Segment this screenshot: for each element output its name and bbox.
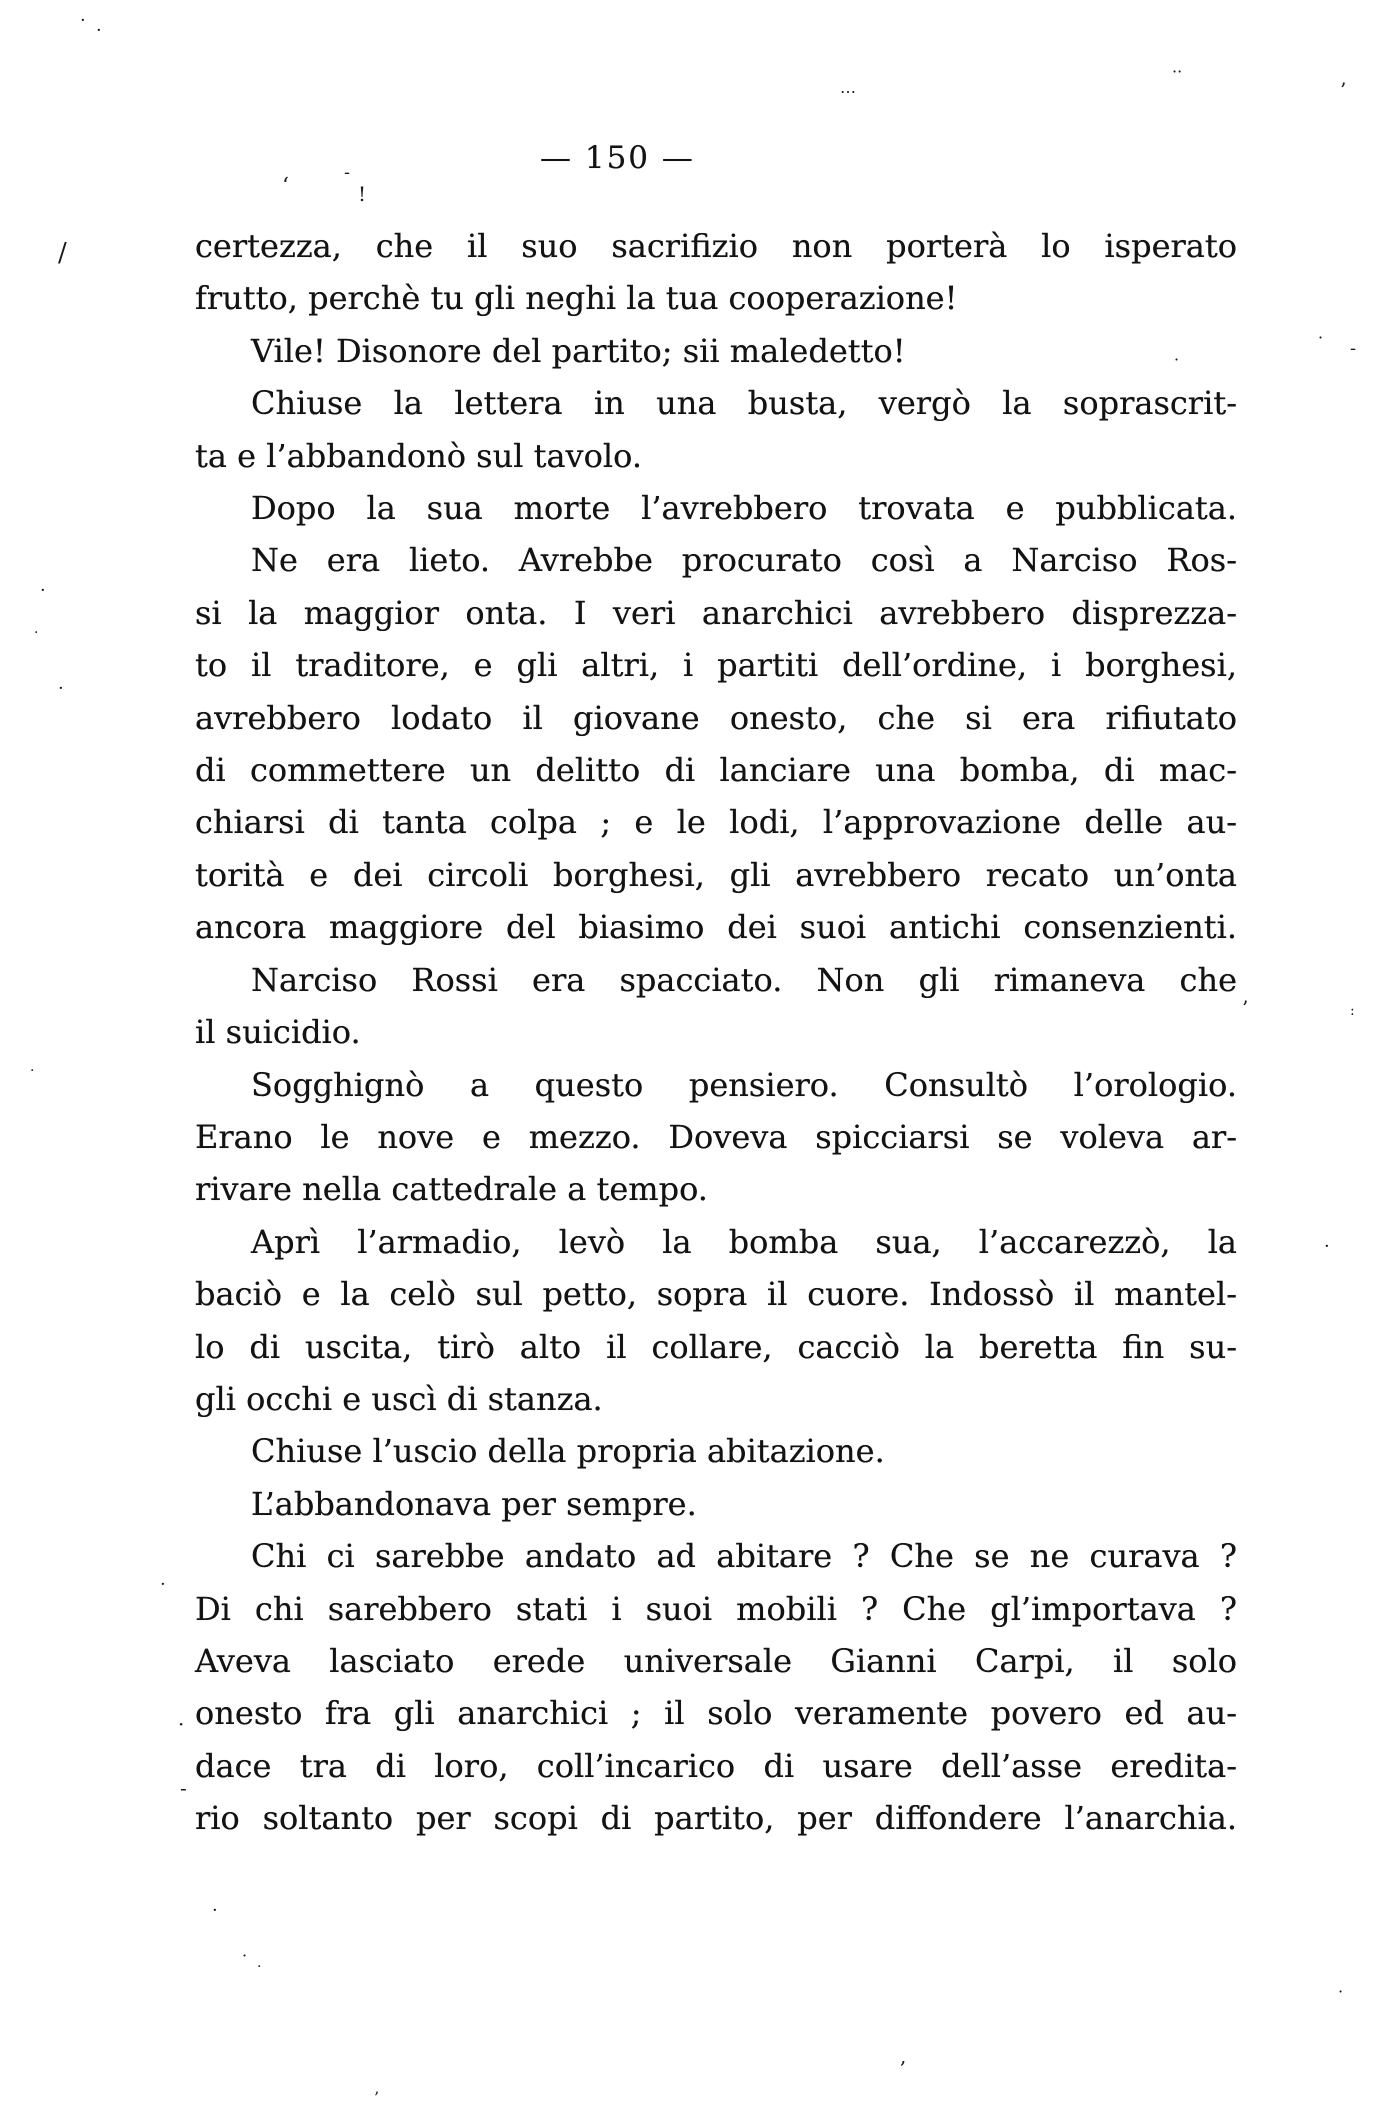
text-line: to il traditore, e gli altri, i partiti dell’ordine, i borghesi, — [195, 646, 1237, 685]
scan-speck: · — [30, 1063, 35, 1079]
text-line: baciò e la celò sul petto, sopra il cuore. Indossò il mantel- — [195, 1275, 1237, 1314]
text-line: Erano le nove e mezzo. Doveva spicciarsi se voleva ar- — [195, 1117, 1237, 1156]
scan-speck: · — [40, 580, 46, 601]
scan-speck: · — [34, 625, 39, 641]
text-line: Aveva lasciato erede universale Gianni Carpi, il solo — [195, 1641, 1237, 1680]
text-line: Vile! Disonore del partito; sii maledetto! — [251, 331, 906, 370]
text-line: torità e dei circoli borghesi, gli avrebbero recato un’onta — [195, 855, 1237, 894]
text-line: Sogghignò a questo pensiero. Consultò l’orologio. — [251, 1065, 1237, 1104]
scan-speck: ’ — [374, 2088, 380, 2107]
text-line: Di chi sarebbero stati i suoi mobili ? Che gl’importava ? — [195, 1589, 1237, 1628]
scan-speck: - — [180, 1776, 187, 1800]
scan-speck: - — [344, 162, 351, 183]
text-line: dace tra di loro, coll’incarico di usare dell’asse eredita- — [195, 1746, 1237, 1785]
text-line: si la maggior onta. I veri anarchici avrebbero disprezza- — [195, 593, 1237, 632]
text-line: avrebbero lodato il giovane onesto, che si era rifiutato — [195, 698, 1237, 737]
text-line: lo di uscita, tirò alto il collare, cacciò la beretta fin su- — [195, 1327, 1237, 1366]
scan-speck: · — [178, 1712, 185, 1736]
scan-speck: · — [242, 1946, 248, 1965]
text-line: onesto fra gli anarchici ; il solo veramente povero ed au- — [195, 1694, 1237, 1733]
scan-speck: · — [58, 678, 64, 699]
scan-speck: · — [212, 1900, 218, 1921]
text-line: chiarsi di tanta colpa ; e le lodi, l’approvazione delle au- — [195, 803, 1237, 842]
text-line: rivare nella cattedrale a tempo. — [195, 1170, 708, 1209]
text-line: Chi ci sarebbe andato ad abitare ? Che se ne curava ? — [251, 1537, 1237, 1576]
scan-speck: … — [840, 78, 856, 97]
text-line: Dopo la sua morte l’avrebbero trovata e pubblicata. — [251, 489, 1237, 528]
scan-speck: ’ — [1340, 78, 1347, 102]
text-line: il suicidio. — [195, 1013, 361, 1052]
scan-speck: · — [1174, 350, 1180, 369]
scan-speck: / — [58, 238, 67, 268]
text-line: L’abbandonava per sempre. — [251, 1484, 697, 1523]
scan-speck: · — [1324, 1236, 1330, 1257]
text-line: Chiuse la lettera in una busta, vergò la soprascrit- — [251, 384, 1237, 423]
text-line: Aprì l’armadio, levò la bomba sua, l’accarezzò, la — [251, 1222, 1237, 1261]
scan-speck: · — [80, 10, 86, 31]
scan-speck: ! — [358, 182, 367, 206]
scan-speck: ’ — [1242, 996, 1249, 1020]
text-line: Narciso Rossi era spacciato. Non gli rimaneva che — [251, 960, 1237, 999]
text-line: di commettere un delitto di lanciare una bomba, di mac- — [195, 751, 1237, 790]
text-line: gli occhi e uscì di stanza. — [195, 1379, 603, 1418]
scan-speck: , — [900, 2044, 907, 2068]
scan-speck: · — [1318, 328, 1324, 347]
text-line: rio soltanto per scopi di partito, per diffondere l’anarchia. — [195, 1799, 1237, 1838]
scan-speck: · — [96, 20, 102, 41]
scan-speck: ·· — [1172, 62, 1183, 81]
text-line: frutto, perchè tu gli neghi la tua cooperazione! — [195, 279, 958, 318]
text-line: Chiuse l’uscio della propria abitazione. — [251, 1432, 885, 1471]
text-line: ta e l’abbandonò sul tavolo. — [195, 436, 642, 475]
text-line: ancora maggiore del biasimo dei suoi antichi consenzienti. — [195, 908, 1237, 947]
scan-speck: · — [1338, 1982, 1344, 2001]
text-line: certezza, che il suo sacrifizio non porterà lo isperato — [195, 227, 1237, 265]
scan-speck: · — [257, 1959, 262, 1975]
scan-speck: ‘ — [282, 174, 289, 199]
page-body — [195, 220, 1237, 1845]
scan-speck: · — [160, 1574, 166, 1595]
page-number: — 150 — — [540, 140, 695, 176]
text-line: Ne era lieto. Avrebbe procurato così a Narciso Ros- — [251, 541, 1237, 580]
scan-speck: : — [1350, 1003, 1355, 1019]
scan-speck: - — [1350, 338, 1357, 359]
